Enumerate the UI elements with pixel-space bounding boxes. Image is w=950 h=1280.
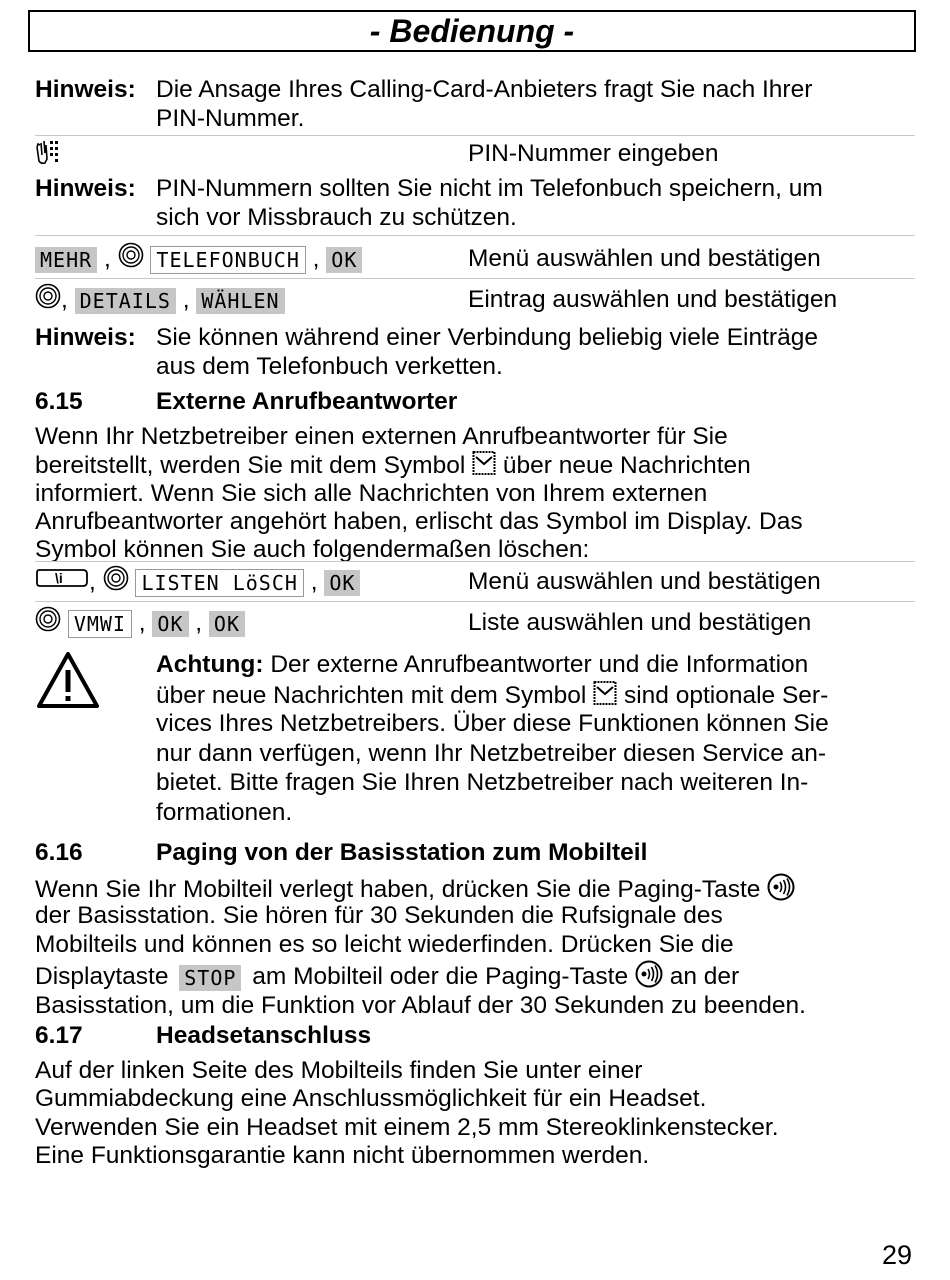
paragraph-line: Verwenden Sie ein Headset mit einem 2,5 mm Stereoklinkenstecker. [35,1114,779,1141]
hint-text-line: Die Ansage Ihres Calling-Card-Anbieters fragt Sie nach Ihrer [156,76,813,103]
paragraph-text: Displaytaste [35,962,169,990]
hint-text-line: sich vor Missbrauch zu schützen. [156,204,517,231]
svg-text:\i: \i [55,570,63,586]
paragraph-line: Auf der linken Seite des Mobilteils finden Sie unter einer [35,1057,643,1084]
paragraph-line: Symbol können Sie auch folgendermaßen löschen: [35,536,590,563]
step-description: PIN-Nummer eingeben [468,140,719,167]
hint-label: Hinweis: [35,175,136,202]
warning-line: formationen. [156,799,293,826]
step-description: Menü auswählen und bestätigen [468,245,821,272]
navigation-key-icon [35,606,61,642]
section-number: 6.16 [35,839,83,866]
paragraph-text: an der [669,962,740,990]
softkey-ok: OK [326,247,362,273]
softkey-ok: OK [209,611,245,637]
paragraph-text: am Mobilteil oder die Paging-Taste [252,962,629,990]
paragraph-text: über neue Nachrichten [502,451,751,479]
warning-triangle-icon [35,650,101,717]
softkey-ok: OK [324,570,360,596]
hint-label: Hinweis: [35,324,136,351]
info-key-icon [35,565,89,601]
paragraph-line: Anrufbeantworter angehört haben, erlischt das Symbol im Display. Das [35,508,803,535]
divider [35,601,915,602]
softkey-mehr: MEHR [35,247,97,273]
display-telefonbuch: TELEFONBUCH [150,246,305,274]
section-number: 6.17 [35,1022,83,1049]
divider [35,561,915,562]
header-title: - Bedienung - [369,13,575,49]
display-listen-loesch: LISTEN LöSCH [135,569,304,597]
paragraph-line: Basisstation, um die Funktion vor Ablauf der 30 Sekunden zu beenden. [35,992,806,1019]
paragraph-line: Mobilteils und können es so leicht wiederfinden. Drücken Sie die [35,931,734,958]
step-pin [35,137,61,175]
hint-text-line: PIN-Nummer. [156,105,305,132]
softkey-stop: STOP [179,965,241,991]
warning-label: Achtung: [156,651,264,678]
paragraph-line: Eine Funktionsgarantie kann nicht übernommen werden. [35,1142,650,1169]
softkey-ok: OK [152,611,188,637]
divider [35,278,915,279]
hint-label: Hinweis: [35,76,136,103]
step-entry: , DETAILS , WÄHLEN [35,283,285,319]
page-number: 29 [881,1240,912,1270]
paragraph-line: der Basisstation. Sie hören für 30 Sekunden die Rufsignale des [35,902,723,929]
warning-line: bietet. Bitte fragen Sie Ihren Netzbetreiber nach weiteren In- [156,769,809,796]
navigation-key-icon [103,565,129,601]
paragraph-line: Gummiabdeckung eine Anschlussmöglichkeit für ein Headset. [35,1085,707,1112]
paragraph-line [35,960,739,995]
warning-line: nur dann verfügen, wenn Ihr Netzbetreiber diesen Service an- [156,740,827,767]
warning-text: Der externe Anrufbeantworter und die Information [270,651,809,678]
divider [35,135,915,136]
section-title: Paging von der Basisstation zum Mobilteil [156,839,648,866]
step-description: Eintrag auswählen und bestätigen [468,286,838,313]
paragraph-text: bereitstellt, werden Sie mit dem Symbol [35,451,466,479]
paragraph-text: Wenn Sie Ihr Mobilteil verlegt haben, drücken Sie die Paging-Taste [35,875,761,903]
step-description: Liste auswählen und bestätigen [468,609,812,636]
step-list-delete: \i , LISTEN LöSCH , OK [35,565,360,601]
paragraph-line: Wenn Ihr Netzbetreiber einen externen Anrufbeantworter für Sie [35,423,728,450]
warning-text: über neue Nachrichten mit dem Symbol [156,681,587,709]
section-title: Headsetanschluss [156,1022,372,1049]
divider [35,235,915,236]
section-title: Externe Anrufbeantworter [156,388,458,415]
hint-text-line: PIN-Nummern sollten Sie nicht im Telefonbuch speichern, um [156,175,823,202]
hint-text-line: aus dem Telefonbuch verketten. [156,353,503,380]
paging-key-icon [635,960,663,995]
hint-text-line: Sie können während einer Verbindung beliebig viele Einträge [156,324,818,351]
step-menu-phonebook: MEHR , TELEFONBUCH , OK [35,242,362,278]
step-vmwi: VMWI , OK , OK [35,606,245,642]
page-header [28,10,916,52]
paragraph-line: informiert. Wenn Sie sich alle Nachrichten von Ihrem externen [35,480,708,507]
step-description: Menü auswählen und bestätigen [468,568,821,595]
warning-line: vices Ihres Netzbetreibers. Über diese Funktionen können Sie [156,710,829,737]
warning-line [156,650,808,679]
section-number: 6.15 [35,388,83,415]
navigation-key-icon [35,283,61,319]
display-vmwi: VMWI [68,610,132,638]
softkey-waehlen: WÄHLEN [196,288,284,314]
keypad-hand-icon [35,137,61,175]
softkey-details: DETAILS [75,288,176,314]
warning-text: sind optionale Ser- [623,681,829,709]
paging-key-icon [767,873,795,908]
navigation-key-icon [118,242,144,278]
